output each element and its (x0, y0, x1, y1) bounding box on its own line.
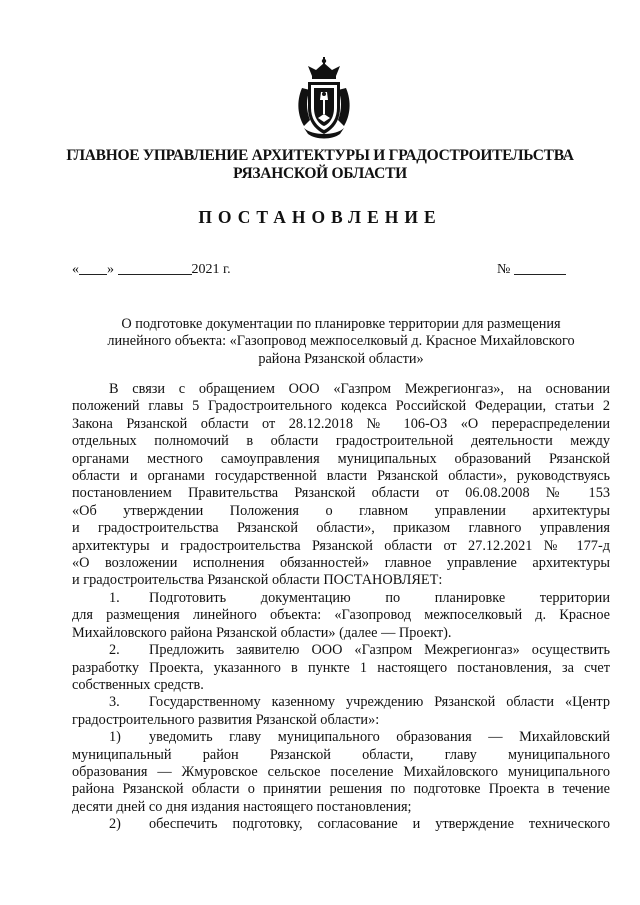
coat-of-arms-emblem (294, 54, 354, 140)
item-1-text: Подготовить документацию по планировке территории (149, 589, 610, 606)
preamble-line: «О возложении исполнения обязанностей» главное управление архитектуры (72, 555, 610, 572)
item-3-text: Государственному казенному учреждению Рязанской области «Центр (149, 694, 610, 711)
org-name-line2: РЯЗАНСКОЙ ОБЛАСТИ (233, 165, 407, 182)
date-open-quote: « (72, 262, 79, 277)
item-3-number: 3. (109, 694, 120, 711)
date-year: 2021 г. (191, 262, 231, 277)
preamble-line: и градостроительства Рязанской области ПОСТАНОВЛЯЕТ: (72, 572, 443, 589)
item-1-number: 1. (109, 589, 120, 606)
subitem-1-number: 1) (109, 729, 121, 746)
date-month-blank (118, 260, 192, 275)
item-2-line: разработку Проекта, указанного в пункте 1 настоящего постановления, за счет (72, 659, 610, 676)
org-name-line1: ГЛАВНОЕ УПРАВЛЕНИЕ АРХИТЕКТУРЫ И ГРАДОСТРОИТЕЛЬСТВА (66, 147, 574, 164)
preamble-line: Закона Рязанской области от 28.12.2018 № 106-ОЗ «О перераспределении (72, 415, 610, 432)
item-1-line: Михайловского района Рязанской области» (далее — Проект). (72, 624, 452, 641)
subitem-1-line: района Рязанской области о принятии решения по подготовке Проекта в течение (72, 781, 610, 798)
preamble-line: области и органами государственной власти Рязанской области», руководствуясь (72, 468, 610, 485)
preamble-line: органами местного самоуправления муниципальных образований Рязанской (72, 450, 610, 467)
subitem-1-text: уведомить главу муниципального образования — Михайловский (149, 729, 610, 746)
doc-number-blank (514, 260, 566, 275)
preamble-line: отдельных полномочий в области градостроительной деятельности между (72, 433, 610, 450)
subject-line: линейного объекта: «Газопровод межпоселковый д. Красное Михайловского (107, 333, 575, 350)
doc-body (72, 381, 610, 834)
preamble-line: и градостроительства Рязанской области», приказом главного управления (72, 520, 610, 537)
preamble-line: архитектуры и градостроительства Рязанской области от 27.12.2021 № 177-д (72, 537, 610, 554)
item-1-line: для размещения линейного объекта: «Газопровод межпоселковый д. Красное (72, 607, 610, 624)
preamble-line: В связи с обращением ООО «Газпром Межрегионгаз», на основании (109, 381, 610, 397)
item-2-number: 2. (109, 642, 120, 659)
item-2-line (72, 642, 610, 659)
doc-date (72, 260, 231, 278)
subject-line: района Рязанской области» (258, 350, 424, 367)
date-close-quote: » (107, 262, 114, 277)
item-3-line: градостроительного развития Рязанской области»: (72, 711, 380, 728)
doc-subject (72, 316, 610, 368)
preamble-line: постановлением Правительства Рязанской области от 06.08.2008 № 153 (72, 485, 610, 502)
date-day-blank (79, 260, 107, 275)
subitem-1-line: образования — Жмуровское сельское поселение Михайловского муниципального (72, 763, 610, 780)
subject-line: О подготовке документации по планировке территории для размещения (121, 316, 561, 332)
doc-number (497, 260, 566, 278)
subitem-1-line: муниципальный район Рязанской области, главу муниципального (72, 746, 610, 763)
item-2-text: Предложить заявителю ООО «Газпром Межрегионгаз» осуществить (149, 642, 610, 659)
doc-type-title: ПОСТАНОВЛЕНИЕ (198, 207, 442, 227)
preamble-line: «Об утверждении Положения о главном управлении архитектуры (72, 502, 610, 519)
item-1-line (72, 590, 610, 607)
subitem-1-line (72, 729, 610, 746)
subitem-2-text: обеспечить подготовку, согласование и утверждение технического (149, 816, 610, 833)
number-sign: № (497, 262, 511, 277)
subitem-1-line: десяти дней со дня издания настоящего постановления; (72, 798, 412, 815)
subitem-2-number: 2) (109, 816, 121, 833)
preamble-line: положений главы 5 Градостроительного кодекса Российской Федерации, статьи 2 (72, 398, 610, 415)
item-3-line (72, 694, 610, 711)
item-2-line: собственных средств. (72, 676, 204, 693)
subitem-2-line (72, 816, 610, 833)
